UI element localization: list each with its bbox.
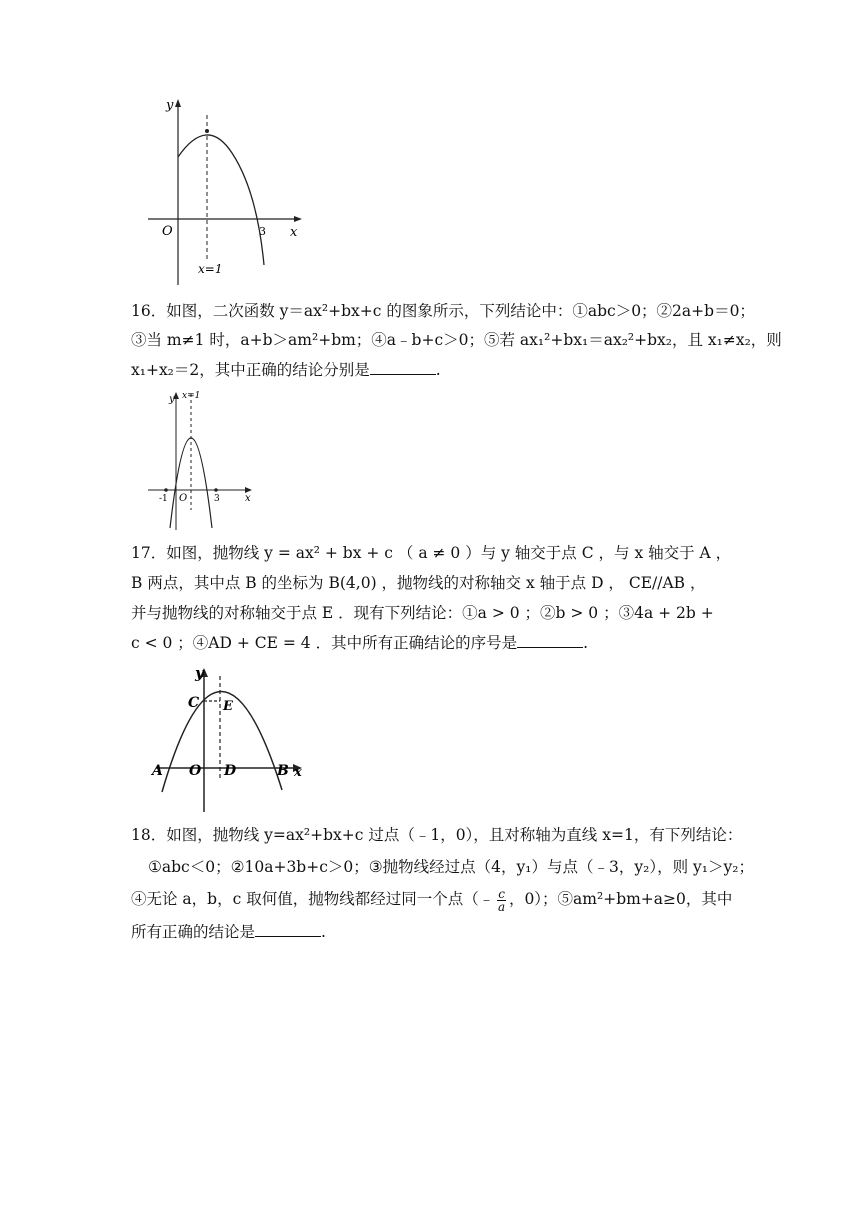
fig2-y-label: y: [169, 394, 175, 405]
figure-1-parabola-graph: [140, 95, 310, 290]
fig2-tick-3: 3: [214, 494, 220, 504]
fig2-tick-neg1: -1: [159, 494, 168, 504]
q17-line4: c < 0 ；④AD + CE = 4 ．其中所有正确结论的序号是: [131, 634, 518, 652]
fig2-axis-label: x=1: [182, 391, 201, 401]
fig2-x-label: x: [245, 493, 251, 504]
fig1-origin: O: [162, 224, 173, 239]
q18-line3a: ④无论 a，b，c 取何值，抛物线都经过同一个点（﹣: [131, 890, 495, 908]
q16-line3-wrap: [131, 360, 441, 380]
q18-line4-wrap: [131, 922, 326, 942]
fraction-c-over-a: [497, 888, 506, 913]
q16-line3: x₁+x₂＝2，其中正确的结论分别是: [131, 361, 370, 379]
q18-line3-wrap: [131, 886, 732, 913]
fig3-point-o: O: [189, 763, 202, 779]
fig1-axis-label: x=1: [198, 262, 223, 276]
q17-line1: 17．如图，抛物线 y = ax² + bx + c （ a ≠ 0 ）与 y 轴交于点 C ，与 x 轴交于 A ，: [131, 544, 732, 562]
figure-3-parabola-graph: [148, 662, 308, 814]
fig3-point-c: C: [188, 695, 200, 711]
fig3-point-d: D: [224, 763, 237, 779]
answer-blank-18[interactable]: [255, 922, 321, 937]
fig3-point-b: B: [277, 763, 289, 779]
fig3-x-label: x: [294, 765, 302, 780]
q16-end: .: [435, 361, 441, 379]
q16-line1: 16．如图，二次函数 y＝ax²+bx+c 的图象所示，下列结论中：①abc＞0；②2a+b＝0；: [131, 302, 755, 320]
fig1-tick-3: 3: [259, 225, 266, 238]
figure-2-parabola-graph: [142, 388, 257, 533]
q17-line2: B 两点，其中点 B 的坐标为 B(4,0) ，抛物线的对称轴交 x 轴于点 D ， CE//AB ，: [131, 574, 706, 592]
q18-line3b: ，0）；⑤am²+bm+a≥0，其中: [508, 890, 733, 908]
q17-line4-wrap: [131, 633, 588, 653]
answer-blank-16[interactable]: [370, 360, 436, 375]
fig3-point-a: A: [152, 763, 163, 779]
fig1-y-label: y: [166, 98, 174, 113]
q17-line3: 并与抛物线的对称轴交于点 E ．现有下列结论：①a > 0 ；②b > 0 ；③4a + 2b +: [131, 604, 714, 622]
fig3-point-e: E: [223, 699, 233, 714]
q18-line1: 18．如图，抛物线 y=ax²+bx+c 过点（﹣1，0），且对称轴为直线 x=1，有下列结论：: [131, 826, 743, 844]
frac-denominator: a: [497, 899, 506, 914]
q18-end: .: [321, 923, 326, 941]
q18-line4: 所有正确的结论是: [131, 923, 256, 941]
answer-blank-17[interactable]: [517, 633, 583, 648]
fig1-x-label: x: [290, 225, 298, 240]
q17-end: .: [583, 634, 589, 652]
q16-line2: ③当 m≠1 时，a+b＞am²+bm；④a﹣b+c＞0；⑤若 ax₁²+bx₁＝ax₂²+bx₂，且 x₁≠x₂，则: [131, 331, 782, 349]
frac-numerator: c: [498, 886, 505, 901]
q18-line2: ①abc＜0；②10a+3b+c＞0；③抛物线经过点（4，y₁）与点（﹣3，y₂），则 y₁＞y₂；: [148, 858, 754, 876]
fig2-origin: O: [179, 493, 188, 504]
fig3-y-label: y: [195, 664, 204, 682]
